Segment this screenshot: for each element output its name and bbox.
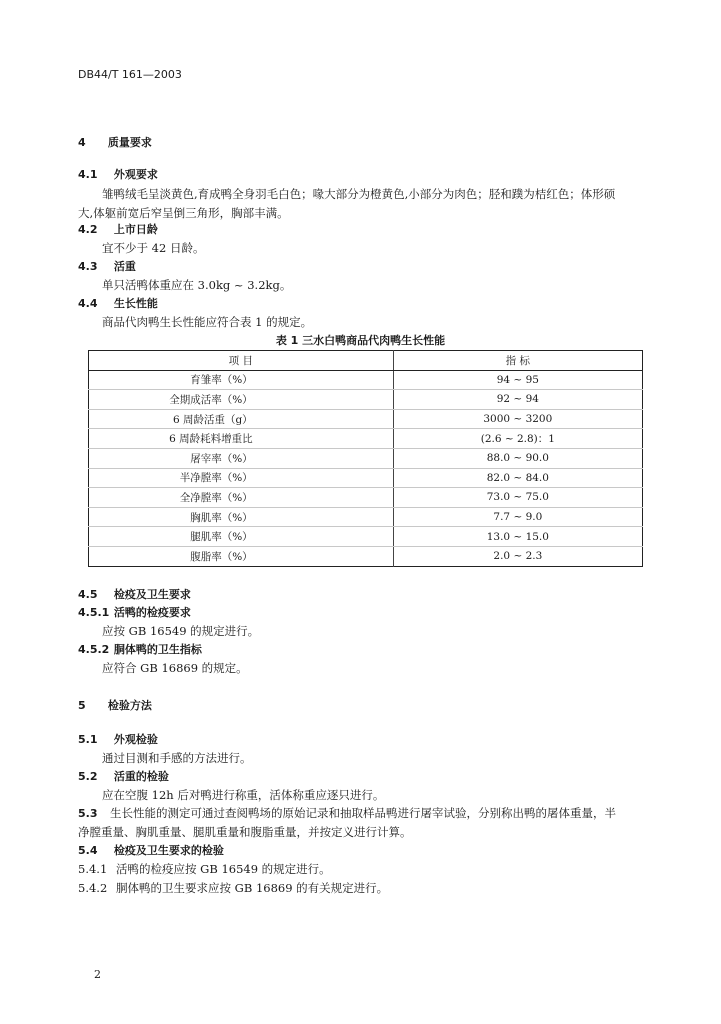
table-cell-value: 13.0 ~ 15.0 — [393, 527, 642, 547]
section-title: 上市日龄 — [113, 223, 158, 236]
section-title: 检疫及卫生要求的检验 — [113, 844, 224, 857]
section-title: 检疫及卫生要求 — [113, 588, 191, 601]
paragraph-line: 单只活鸭体重应在 3.0kg ~ 3.2kg。 — [102, 278, 292, 292]
section-number: 4.5.1 — [78, 606, 110, 619]
paragraph-line: 应符合 GB 16869 的规定。 — [102, 661, 248, 675]
section-4-5-heading — [78, 586, 191, 602]
table-cell-value: (2.6 ~ 2.8)：1 — [393, 429, 642, 449]
table-caption: 表 1 三水白鸭商品代肉鸭生长性能 — [275, 334, 446, 347]
performance-table — [88, 350, 643, 567]
section-number: 5 — [78, 699, 86, 712]
section-number: 4.3 — [78, 260, 98, 273]
section-title: 活重 — [113, 260, 136, 273]
standard-code: DB44/T 161—2003 — [78, 68, 182, 81]
table-cell-item: 半净膛率（%） — [89, 468, 394, 488]
section-number: 4.5.2 — [78, 643, 110, 656]
table-row — [89, 488, 643, 508]
table-cell-item: 育雏率（%） — [89, 370, 394, 390]
paragraph-line: 应按 GB 16549 的规定进行。 — [102, 624, 260, 638]
section-number: 4.5 — [78, 588, 98, 601]
section-number: 5.3 — [78, 807, 98, 820]
section-number: 4 — [78, 136, 86, 149]
table-cell-value: 88.0 ~ 90.0 — [393, 448, 642, 468]
section-4-5-2-heading — [78, 641, 202, 657]
table-header-row — [89, 351, 643, 371]
table-cell-item: 全净膛率（%） — [89, 488, 394, 508]
table-row — [89, 448, 643, 468]
table-row — [89, 527, 643, 547]
paragraph-line: 商品代肉鸭生长性能应符合表 1 的规定。 — [102, 315, 313, 329]
paragraph-line: 净膛重量、胸肌重量、腿肌重量和腹脂重量，并按定义进行计算。 — [78, 825, 412, 839]
paragraph-text: 生长性能的测定可通过查阅鸭场的原始记录和抽取样品鸭进行屠宰试验，分别称出鸭的屠体重量，半 — [110, 806, 616, 820]
section-number: 4.1 — [78, 168, 98, 181]
section-title: 生长性能 — [113, 297, 158, 310]
table-row — [89, 390, 643, 410]
section-4-3-heading — [78, 258, 136, 274]
paragraph-line: 宜不少于 42 日龄。 — [102, 241, 205, 255]
section-title: 外观检验 — [113, 733, 158, 746]
section-number: 5.1 — [78, 733, 98, 746]
section-5-3-paragraph — [78, 805, 616, 821]
table-header-item: 项 目 — [89, 351, 394, 371]
section-4-heading — [78, 134, 152, 150]
section-number: 5.2 — [78, 770, 98, 783]
table-cell-item: 全期成活率（%） — [89, 390, 394, 410]
table-row — [89, 370, 643, 390]
section-title: 活鸭的检疫要求 — [113, 606, 191, 619]
section-5-4-1-paragraph — [78, 861, 331, 877]
section-5-heading — [78, 697, 152, 713]
table-cell-value: 94 ~ 95 — [393, 370, 642, 390]
paragraph-text: 胴体鸭的卫生要求应按 GB 16869 的有关规定进行。 — [116, 881, 389, 895]
section-number: 5.4 — [78, 844, 98, 857]
paragraph-line: 应在空腹 12h 后对鸭进行称重，活体称重应逐只进行。 — [102, 788, 385, 802]
section-number: 5.4.1 — [78, 862, 108, 876]
paragraph-line: 大,体躯前宽后窄呈倒三角形，胸部丰满。 — [78, 206, 289, 220]
table-cell-value: 92 ~ 94 — [393, 390, 642, 410]
table-cell-value: 7.7 ~ 9.0 — [393, 507, 642, 527]
table-row — [89, 468, 643, 488]
table-cell-item: 6 周龄耗料增重比 — [89, 429, 394, 449]
section-4-1-heading — [78, 166, 158, 182]
page-number: 2 — [94, 968, 101, 981]
section-5-4-heading — [78, 842, 224, 858]
table-cell-item: 腹脂率（%） — [89, 546, 394, 566]
section-4-5-1-heading — [78, 604, 191, 620]
section-title: 质量要求 — [107, 136, 152, 149]
table-cell-value: 82.0 ~ 84.0 — [393, 468, 642, 488]
section-4-4-heading — [78, 295, 158, 311]
section-number: 5.4.2 — [78, 881, 108, 895]
section-number: 4.2 — [78, 223, 98, 236]
section-title: 检验方法 — [107, 699, 152, 712]
section-5-4-2-paragraph — [78, 880, 388, 896]
table-row — [89, 507, 643, 527]
table-cell-value: 2.0 ~ 2.3 — [493, 550, 543, 563]
table-row — [89, 546, 643, 566]
paragraph-line: 通过目测和手感的方法进行。 — [102, 751, 252, 765]
section-number: 4.4 — [78, 297, 98, 310]
section-title: 外观要求 — [113, 168, 158, 181]
table-cell-value: 73.0 ~ 75.0 — [393, 488, 642, 508]
table-cell-item: 6 周龄活重（g） — [89, 409, 394, 429]
section-5-2-heading — [78, 768, 169, 784]
table-cell-item: 胸肌率（%） — [89, 507, 394, 527]
section-5-1-heading — [78, 731, 158, 747]
paragraph-line: 雏鸭绒毛呈淡黄色,育成鸭全身羽毛白色；喙大部分为橙黄色,小部分为肉色；胫和蹼为桔红色；体形硕 — [102, 187, 616, 201]
section-4-2-heading — [78, 221, 158, 237]
section-title: 活重的检验 — [113, 770, 169, 783]
paragraph-text: 活鸭的检疫应按 GB 16549 的规定进行。 — [116, 862, 331, 876]
table-row — [89, 409, 643, 429]
table-cell-value: 3000 ~ 3200 — [393, 409, 642, 429]
section-title: 胴体鸭的卫生指标 — [113, 643, 202, 656]
table-row — [89, 429, 643, 449]
table-cell-item: 腿肌率（%） — [89, 527, 394, 547]
table-header-value: 指 标 — [393, 351, 642, 371]
table-cell-item: 屠宰率（%） — [89, 448, 394, 468]
